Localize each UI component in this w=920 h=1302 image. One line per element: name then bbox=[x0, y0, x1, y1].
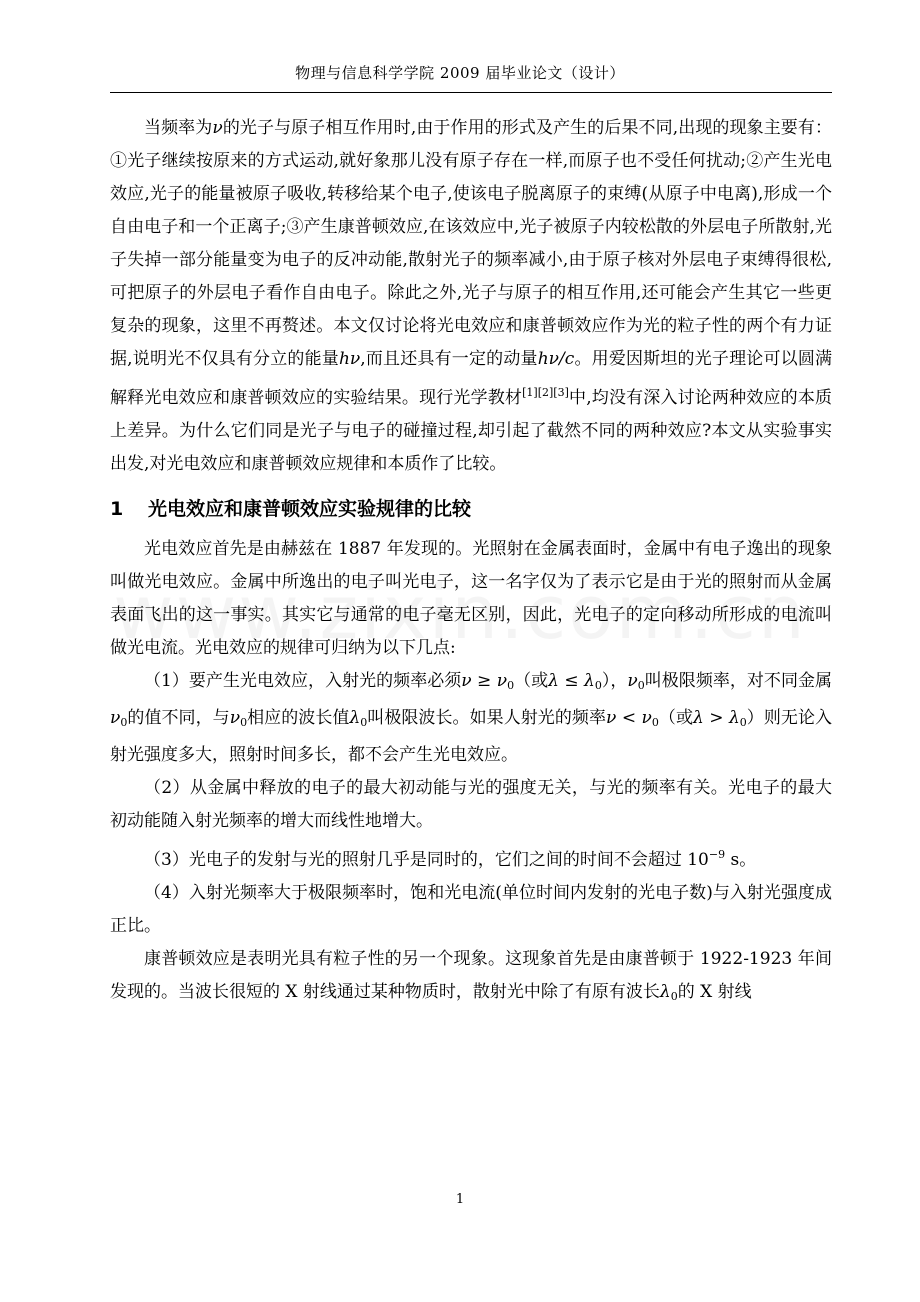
law-item-1: （1）要产生光电效应，入射光的频率必须$\nu \ge \nu_0$（或$\lambda \le \lambda_0$），$\nu_0$叫极限频率，对不同金属$\nu_0$的值不同，与$\nu_0$相应的波长值$\lambda_0$叫极限波长。如果人射光的频率$\nu < \nu_0$（或$\lambda > \lambda_0$）则无论入射光强度多大，照射时间多长，都不会产生光电效应。 bbox=[110, 671, 833, 765]
page-number: 1 bbox=[455, 1192, 465, 1207]
page-header: 物理与信息科学学院 2009 届毕业论文（设计） bbox=[295, 64, 625, 82]
photoelectric-paragraph: 光电效应首先是由赫兹在 1887 年发现的。光照射在金属表面时，金属中有电子逸出的现象叫做光电效应。金属中所逸出的电子叫光电子，这一名字仅为了表示它是由于光的照射而从金属表面飞出的这一事实。其实它与通常的电子毫无区别，因此，光电子的定向移动所形成的电流叫做光电流。光电效应的规律可归纳为以下几点: bbox=[110, 539, 832, 658]
law-item-3: （3）光电子的发射与光的照射几乎是同时的，它们之间的时间不会超过 $10^{-9}$ s。 bbox=[144, 848, 757, 870]
section-number: 1 bbox=[110, 498, 124, 520]
section-title: 光电效应和康普顿效应实验规律的比较 bbox=[148, 498, 472, 520]
compton-paragraph: 康普顿效应是表明光具有粒子性的另一个现象。这现象首先是由康普顿于 1922-1923 年间发现的。当波长很短的 X 射线通过某种物质时，散射光中除了有原有波长$\lambda_0$的 X 射线 bbox=[110, 949, 832, 1003]
law-item-2: （2）从金属中释放的电子的最大初动能与光的强度无关，与光的频率有关。光电子的最大初动能随入射光频率的增大而线性地增大。 bbox=[110, 778, 832, 831]
citation[interactable]: [1][2][3] bbox=[522, 386, 569, 399]
section-heading bbox=[110, 491, 832, 527]
intro-paragraph: 当频率为ν的光子与原子相互作用时,由于作用的形式及产生的后果不同,出现的现象主要有：①光子继续按原来的方式运动,就好象那儿没有原子存在一样,而原子也不受任何扰动;②产生光电效应,光子的能量被原子吸收,转移给某个电子,使该电子脱离原子的束缚(从原子中电离),形成一个自由电子和一个正离子;③产生康普顿效应,在该效应中,光子被原子内较松散的外层电子所散射,光子失掉一部分能量变为电子的反冲动能,散射光子的频率减小,由于原子核对外层电子束缚得很松,可把原子的外层电子看作自由电子。除此之外,光子与原子的相互作用,还可能会产生其它一些更复杂的现象，这里不再赘述。本文仅讨论将光电效应和康普顿效应作为光的粒子性的两个有力证据,说明光不仅具有分立的能量hν,而且还具有一定的动量hν/c。用爱因斯坦的光子理论可以圆满解释光电效应和康普顿效应的实验结果。现行光学教材[1][2][3]中,均没有深入讨论两种效应的本质上差异。为什么它们同是光子与电子的碰撞过程,却引起了截然不同的两种效应?本文从实验事实出发,对光电效应和康普顿效应规律和本质作了比较。 bbox=[110, 118, 833, 474]
law-item-4: （4）入射光频率大于极限频率时，饱和光电流(单位时间内发射的光电子数)与入射光强度成正比。 bbox=[110, 883, 832, 936]
math-hv: hν bbox=[338, 349, 361, 369]
page-body bbox=[110, 112, 832, 1013]
math-nu: ν bbox=[212, 118, 223, 138]
header-rule bbox=[110, 92, 832, 93]
math-hv-over-c: hν/c bbox=[537, 349, 575, 369]
